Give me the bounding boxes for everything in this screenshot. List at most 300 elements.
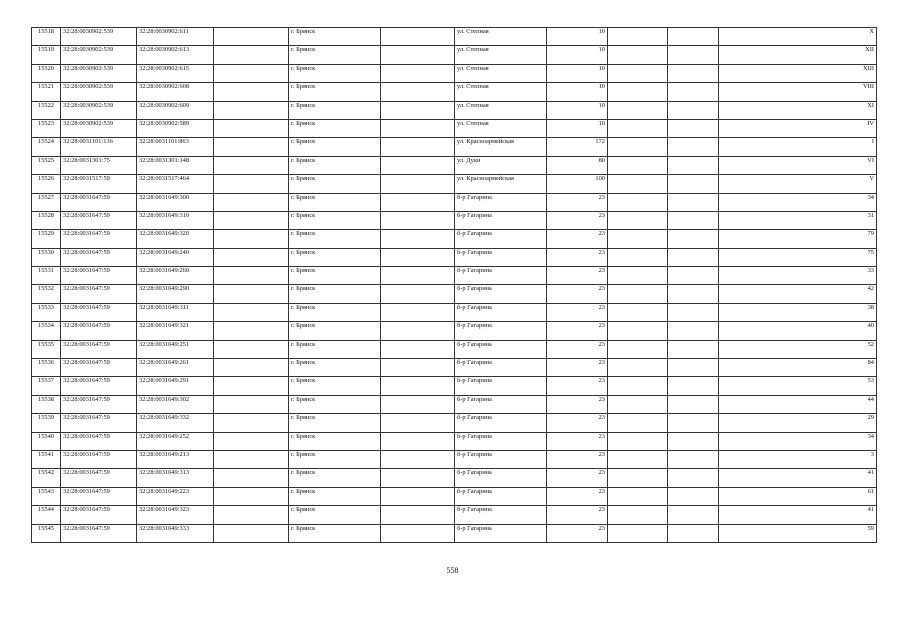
blank-cell-cell (381, 211, 455, 229)
apartment-number-cell: 41 (719, 469, 877, 487)
row-number-cell: 15528 (32, 211, 61, 229)
apartment-number-cell: 52 (719, 340, 877, 358)
row-number-cell: 15519 (32, 46, 61, 64)
apartment-number-cell: 34 (719, 193, 877, 211)
city-cell: г. Брянск (289, 414, 381, 432)
table-row (32, 340, 877, 358)
table-row (32, 193, 877, 211)
cadastral-number-cell: 32:28:0031649:252 (137, 432, 214, 450)
blank-cell-cell (608, 28, 668, 46)
parent-cadastral-number-cell: 32:28:0031647:59 (61, 450, 137, 468)
cadastral-number-cell: 32:28:0030902:615 (137, 64, 214, 82)
city-cell: г. Брянск (289, 267, 381, 285)
street-cell: б-р Гагарина (455, 248, 547, 266)
blank-cell-cell (381, 156, 455, 174)
house-number-cell: 23 (547, 211, 608, 229)
blank-cell-cell (668, 414, 719, 432)
city-cell: г. Брянск (289, 156, 381, 174)
blank-cell-cell (668, 303, 719, 321)
blank-cell-cell (608, 285, 668, 303)
city-cell: г. Брянск (289, 285, 381, 303)
parent-cadastral-number-cell: 32:28:0031647:59 (61, 524, 137, 542)
row-number-cell: 15527 (32, 193, 61, 211)
blank-cell-cell (608, 395, 668, 413)
street-cell: б-р Гагарина (455, 377, 547, 395)
blank-cell-cell (381, 138, 455, 156)
cadastral-number-cell: 32:28:0031649:291 (137, 377, 214, 395)
parent-cadastral-number-cell: 32:28:0031647:59 (61, 285, 137, 303)
cadastral-number-cell: 32:28:0031649:320 (137, 230, 214, 248)
cadastral-number-cell: 32:28:0031649:302 (137, 395, 214, 413)
blank-cell-cell (214, 46, 289, 64)
blank-cell-cell (608, 432, 668, 450)
blank-cell-cell (668, 119, 719, 137)
blank-cell-cell (214, 524, 289, 542)
blank-cell-cell (668, 469, 719, 487)
row-number-cell: 15541 (32, 450, 61, 468)
apartment-number-cell: V (719, 175, 877, 193)
house-number-cell: 23 (547, 487, 608, 505)
house-number-cell: 23 (547, 506, 608, 524)
blank-cell-cell (608, 83, 668, 101)
city-cell: г. Брянск (289, 64, 381, 82)
row-number-cell: 15530 (32, 248, 61, 266)
parent-cadastral-number-cell: 32:28:0030902:539 (61, 64, 137, 82)
parent-cadastral-number-cell: 32:28:0031647:59 (61, 340, 137, 358)
row-number-cell: 15545 (32, 524, 61, 542)
blank-cell-cell (668, 64, 719, 82)
house-number-cell: 23 (547, 432, 608, 450)
blank-cell-cell (668, 46, 719, 64)
blank-cell-cell (608, 322, 668, 340)
table-row (32, 119, 877, 137)
parent-cadastral-number-cell: 32:28:0031301:75 (61, 156, 137, 174)
blank-cell-cell (214, 83, 289, 101)
blank-cell-cell (608, 414, 668, 432)
table-row (32, 487, 877, 505)
blank-cell-cell (668, 377, 719, 395)
row-number-cell: 15524 (32, 138, 61, 156)
blank-cell-cell (668, 322, 719, 340)
house-number-cell: 10 (547, 101, 608, 119)
blank-cell-cell (668, 28, 719, 46)
blank-cell-cell (608, 377, 668, 395)
city-cell: г. Брянск (289, 193, 381, 211)
apartment-number-cell: 59 (719, 524, 877, 542)
table-row (32, 175, 877, 193)
blank-cell-cell (214, 138, 289, 156)
blank-cell-cell (381, 28, 455, 46)
city-cell: г. Брянск (289, 248, 381, 266)
house-number-cell: 23 (547, 469, 608, 487)
page-number: 558 (446, 566, 459, 575)
parent-cadastral-number-cell: 32:28:0031647:59 (61, 414, 137, 432)
cadastral-number-cell: 32:28:0030902:589 (137, 119, 214, 137)
blank-cell-cell (381, 83, 455, 101)
street-cell: б-р Гагарина (455, 487, 547, 505)
row-number-cell: 15526 (32, 175, 61, 193)
street-cell: б-р Гагарина (455, 193, 547, 211)
blank-cell-cell (668, 156, 719, 174)
table-row (32, 156, 877, 174)
house-number-cell: 23 (547, 359, 608, 377)
blank-cell-cell (381, 469, 455, 487)
apartment-number-cell: 34 (719, 432, 877, 450)
blank-cell-cell (608, 524, 668, 542)
house-number-cell: 23 (547, 524, 608, 542)
street-cell: ул. Степная (455, 28, 547, 46)
parent-cadastral-number-cell: 32:28:0031647:59 (61, 359, 137, 377)
blank-cell-cell (214, 193, 289, 211)
row-number-cell: 15542 (32, 469, 61, 487)
city-cell: г. Брянск (289, 524, 381, 542)
blank-cell-cell (214, 303, 289, 321)
table-row (32, 524, 877, 542)
apartment-number-cell: 3 (719, 450, 877, 468)
apartment-number-cell: 53 (719, 377, 877, 395)
house-number-cell: 23 (547, 322, 608, 340)
row-number-cell: 15529 (32, 230, 61, 248)
blank-cell-cell (214, 506, 289, 524)
cadastral-number-cell: 32:28:0030902:609 (137, 101, 214, 119)
blank-cell-cell (214, 267, 289, 285)
apartment-number-cell: 84 (719, 359, 877, 377)
street-cell: б-р Гагарина (455, 211, 547, 229)
street-cell: б-р Гагарина (455, 395, 547, 413)
blank-cell-cell (381, 101, 455, 119)
table-row (32, 230, 877, 248)
table-row (32, 506, 877, 524)
city-cell: г. Брянск (289, 450, 381, 468)
cadastral-number-cell: 32:28:0031649:251 (137, 340, 214, 358)
city-cell: г. Брянск (289, 340, 381, 358)
blank-cell-cell (668, 450, 719, 468)
city-cell: г. Брянск (289, 469, 381, 487)
house-number-cell: 23 (547, 193, 608, 211)
table-row (32, 138, 877, 156)
parent-cadastral-number-cell: 32:28:0031647:59 (61, 211, 137, 229)
street-cell: б-р Гагарина (455, 432, 547, 450)
blank-cell-cell (608, 469, 668, 487)
street-cell: б-р Гагарина (455, 230, 547, 248)
blank-cell-cell (668, 248, 719, 266)
table-row (32, 303, 877, 321)
city-cell: г. Брянск (289, 377, 381, 395)
blank-cell-cell (668, 395, 719, 413)
blank-cell-cell (214, 340, 289, 358)
blank-cell-cell (608, 303, 668, 321)
cadastral-number-cell: 32:28:0031649:313 (137, 469, 214, 487)
blank-cell-cell (381, 303, 455, 321)
table-row (32, 432, 877, 450)
blank-cell-cell (668, 487, 719, 505)
house-number-cell: 10 (547, 64, 608, 82)
cadastral-number-cell: 32:28:0030902:608 (137, 83, 214, 101)
cadastral-number-cell: 32:28:0031649:260 (137, 267, 214, 285)
city-cell: г. Брянск (289, 101, 381, 119)
blank-cell-cell (608, 487, 668, 505)
parent-cadastral-number-cell: 32:28:0031647:59 (61, 432, 137, 450)
street-cell: б-р Гагарина (455, 450, 547, 468)
street-cell: б-р Гагарина (455, 303, 547, 321)
blank-cell-cell (214, 119, 289, 137)
blank-cell-cell (381, 432, 455, 450)
blank-cell-cell (381, 414, 455, 432)
row-number-cell: 15540 (32, 432, 61, 450)
blank-cell-cell (668, 101, 719, 119)
blank-cell-cell (668, 432, 719, 450)
blank-cell-cell (381, 524, 455, 542)
house-number-cell: 23 (547, 230, 608, 248)
blank-cell-cell (214, 322, 289, 340)
parent-cadastral-number-cell: 32:28:0030902:539 (61, 83, 137, 101)
table-row (32, 377, 877, 395)
blank-cell-cell (381, 64, 455, 82)
blank-cell-cell (381, 119, 455, 137)
row-number-cell: 15536 (32, 359, 61, 377)
street-cell: ул. Красноармейская (455, 138, 547, 156)
apartment-number-cell: 44 (719, 395, 877, 413)
cadastral-number-cell: 32:28:0031649:300 (137, 193, 214, 211)
street-cell: б-р Гагарина (455, 322, 547, 340)
house-number-cell: 10 (547, 119, 608, 137)
city-cell: г. Брянск (289, 119, 381, 137)
blank-cell-cell (668, 267, 719, 285)
apartment-number-cell: XII (719, 46, 877, 64)
table-row (32, 322, 877, 340)
table-row (32, 414, 877, 432)
street-cell: ул. Степная (455, 64, 547, 82)
cadastral-number-cell: 32:28:0031649:261 (137, 359, 214, 377)
table-row (32, 267, 877, 285)
blank-cell-cell (668, 359, 719, 377)
document-page (31, 27, 876, 543)
city-cell: г. Брянск (289, 359, 381, 377)
apartment-number-cell: 31 (719, 211, 877, 229)
apartment-number-cell: 38 (719, 303, 877, 321)
table-row (32, 469, 877, 487)
house-number-cell: 23 (547, 414, 608, 432)
city-cell: г. Брянск (289, 303, 381, 321)
blank-cell-cell (668, 138, 719, 156)
apartment-number-cell: XIII (719, 64, 877, 82)
apartment-number-cell: 41 (719, 506, 877, 524)
apartment-number-cell: VI (719, 156, 877, 174)
property-register-table (31, 27, 877, 543)
blank-cell-cell (608, 156, 668, 174)
city-cell: г. Брянск (289, 432, 381, 450)
city-cell: г. Брянск (289, 138, 381, 156)
house-number-cell: 23 (547, 248, 608, 266)
blank-cell-cell (608, 46, 668, 64)
blank-cell-cell (381, 285, 455, 303)
row-number-cell: 15533 (32, 303, 61, 321)
blank-cell-cell (608, 506, 668, 524)
city-cell: г. Брянск (289, 322, 381, 340)
blank-cell-cell (214, 28, 289, 46)
apartment-number-cell: VIII (719, 83, 877, 101)
blank-cell-cell (608, 450, 668, 468)
cadastral-number-cell: 32:28:0031649:310 (137, 211, 214, 229)
blank-cell-cell (381, 487, 455, 505)
street-cell: ул. Степная (455, 119, 547, 137)
row-number-cell: 15521 (32, 83, 61, 101)
street-cell: ул. Степная (455, 101, 547, 119)
blank-cell-cell (381, 506, 455, 524)
blank-cell-cell (608, 340, 668, 358)
blank-cell-cell (381, 248, 455, 266)
table-row (32, 101, 877, 119)
blank-cell-cell (381, 322, 455, 340)
apartment-number-cell: X (719, 28, 877, 46)
table-row (32, 450, 877, 468)
blank-cell-cell (608, 101, 668, 119)
apartment-number-cell: XI (719, 101, 877, 119)
street-cell: б-р Гагарина (455, 506, 547, 524)
city-cell: г. Брянск (289, 83, 381, 101)
blank-cell-cell (381, 175, 455, 193)
cadastral-number-cell: 32:28:0031517:464 (137, 175, 214, 193)
row-number-cell: 15537 (32, 377, 61, 395)
blank-cell-cell (214, 211, 289, 229)
blank-cell-cell (668, 285, 719, 303)
parent-cadastral-number-cell: 32:28:0030902:539 (61, 101, 137, 119)
apartment-number-cell: 29 (719, 414, 877, 432)
blank-cell-cell (214, 64, 289, 82)
parent-cadastral-number-cell: 32:28:0031647:59 (61, 193, 137, 211)
blank-cell-cell (608, 211, 668, 229)
blank-cell-cell (608, 230, 668, 248)
city-cell: г. Брянск (289, 28, 381, 46)
row-number-cell: 15525 (32, 156, 61, 174)
blank-cell-cell (214, 248, 289, 266)
blank-cell-cell (381, 193, 455, 211)
house-number-cell: 23 (547, 450, 608, 468)
street-cell: ул. Степная (455, 83, 547, 101)
parent-cadastral-number-cell: 32:28:0030902:539 (61, 119, 137, 137)
table-row (32, 64, 877, 82)
parent-cadastral-number-cell: 32:28:0031647:59 (61, 469, 137, 487)
house-number-cell: 23 (547, 377, 608, 395)
city-cell: г. Брянск (289, 230, 381, 248)
table-row (32, 285, 877, 303)
city-cell: г. Брянск (289, 211, 381, 229)
street-cell: б-р Гагарина (455, 285, 547, 303)
blank-cell-cell (381, 377, 455, 395)
cadastral-number-cell: 32:28:0031649:332 (137, 414, 214, 432)
blank-cell-cell (668, 175, 719, 193)
house-number-cell: 10 (547, 28, 608, 46)
row-number-cell: 15523 (32, 119, 61, 137)
blank-cell-cell (214, 395, 289, 413)
house-number-cell: 23 (547, 340, 608, 358)
blank-cell-cell (214, 359, 289, 377)
blank-cell-cell (381, 46, 455, 64)
parent-cadastral-number-cell: 32:28:0031647:59 (61, 377, 137, 395)
blank-cell-cell (214, 432, 289, 450)
house-number-cell: 23 (547, 303, 608, 321)
row-number-cell: 15539 (32, 414, 61, 432)
apartment-number-cell: IV (719, 119, 877, 137)
parent-cadastral-number-cell: 32:28:0031517:59 (61, 175, 137, 193)
street-cell: ул. Красноармейская (455, 175, 547, 193)
blank-cell-cell (214, 175, 289, 193)
apartment-number-cell: 79 (719, 230, 877, 248)
row-number-cell: 15532 (32, 285, 61, 303)
cadastral-number-cell: 32:28:0031101:863 (137, 138, 214, 156)
parent-cadastral-number-cell: 32:28:0030902:539 (61, 46, 137, 64)
cadastral-number-cell: 32:28:0031649:333 (137, 524, 214, 542)
blank-cell-cell (214, 285, 289, 303)
apartment-number-cell: 33 (719, 267, 877, 285)
row-number-cell: 15518 (32, 28, 61, 46)
blank-cell-cell (214, 414, 289, 432)
cadastral-number-cell: 32:28:0031649:223 (137, 487, 214, 505)
blank-cell-cell (381, 395, 455, 413)
table-row (32, 248, 877, 266)
row-number-cell: 15520 (32, 64, 61, 82)
cadastral-number-cell: 32:28:0031649:323 (137, 506, 214, 524)
blank-cell-cell (668, 506, 719, 524)
parent-cadastral-number-cell: 32:28:0031647:59 (61, 303, 137, 321)
house-number-cell: 172 (547, 138, 608, 156)
blank-cell-cell (214, 450, 289, 468)
parent-cadastral-number-cell: 32:28:0031647:59 (61, 248, 137, 266)
table-row (32, 83, 877, 101)
street-cell: б-р Гагарина (455, 414, 547, 432)
blank-cell-cell (608, 64, 668, 82)
blank-cell-cell (214, 101, 289, 119)
city-cell: г. Брянск (289, 487, 381, 505)
street-cell: б-р Гагарина (455, 359, 547, 377)
cadastral-number-cell: 32:28:0031649:240 (137, 248, 214, 266)
table-row (32, 395, 877, 413)
parent-cadastral-number-cell: 32:28:0030902:539 (61, 28, 137, 46)
table-row (32, 211, 877, 229)
parent-cadastral-number-cell: 32:28:0031647:59 (61, 395, 137, 413)
row-number-cell: 15531 (32, 267, 61, 285)
row-number-cell: 15544 (32, 506, 61, 524)
cadastral-number-cell: 32:28:0031649:321 (137, 322, 214, 340)
blank-cell-cell (214, 156, 289, 174)
parent-cadastral-number-cell: 32:28:0031647:59 (61, 506, 137, 524)
house-number-cell: 100 (547, 175, 608, 193)
apartment-number-cell: 75 (719, 248, 877, 266)
blank-cell-cell (608, 248, 668, 266)
cadastral-number-cell: 32:28:0031649:290 (137, 285, 214, 303)
blank-cell-cell (668, 230, 719, 248)
cadastral-number-cell: 32:28:0031649:311 (137, 303, 214, 321)
parent-cadastral-number-cell: 32:28:0031647:59 (61, 322, 137, 340)
row-number-cell: 15538 (32, 395, 61, 413)
blank-cell-cell (214, 230, 289, 248)
blank-cell-cell (608, 175, 668, 193)
apartment-number-cell: 40 (719, 322, 877, 340)
row-number-cell: 15534 (32, 322, 61, 340)
blank-cell-cell (668, 83, 719, 101)
city-cell: г. Брянск (289, 395, 381, 413)
parent-cadastral-number-cell: 32:28:0031647:59 (61, 487, 137, 505)
city-cell: г. Брянск (289, 175, 381, 193)
street-cell: б-р Гагарина (455, 469, 547, 487)
blank-cell-cell (608, 359, 668, 377)
street-cell: ул. Степная (455, 46, 547, 64)
blank-cell-cell (608, 119, 668, 137)
row-number-cell: 15522 (32, 101, 61, 119)
table-row (32, 359, 877, 377)
cadastral-number-cell: 32:28:0031649:213 (137, 450, 214, 468)
blank-cell-cell (214, 469, 289, 487)
